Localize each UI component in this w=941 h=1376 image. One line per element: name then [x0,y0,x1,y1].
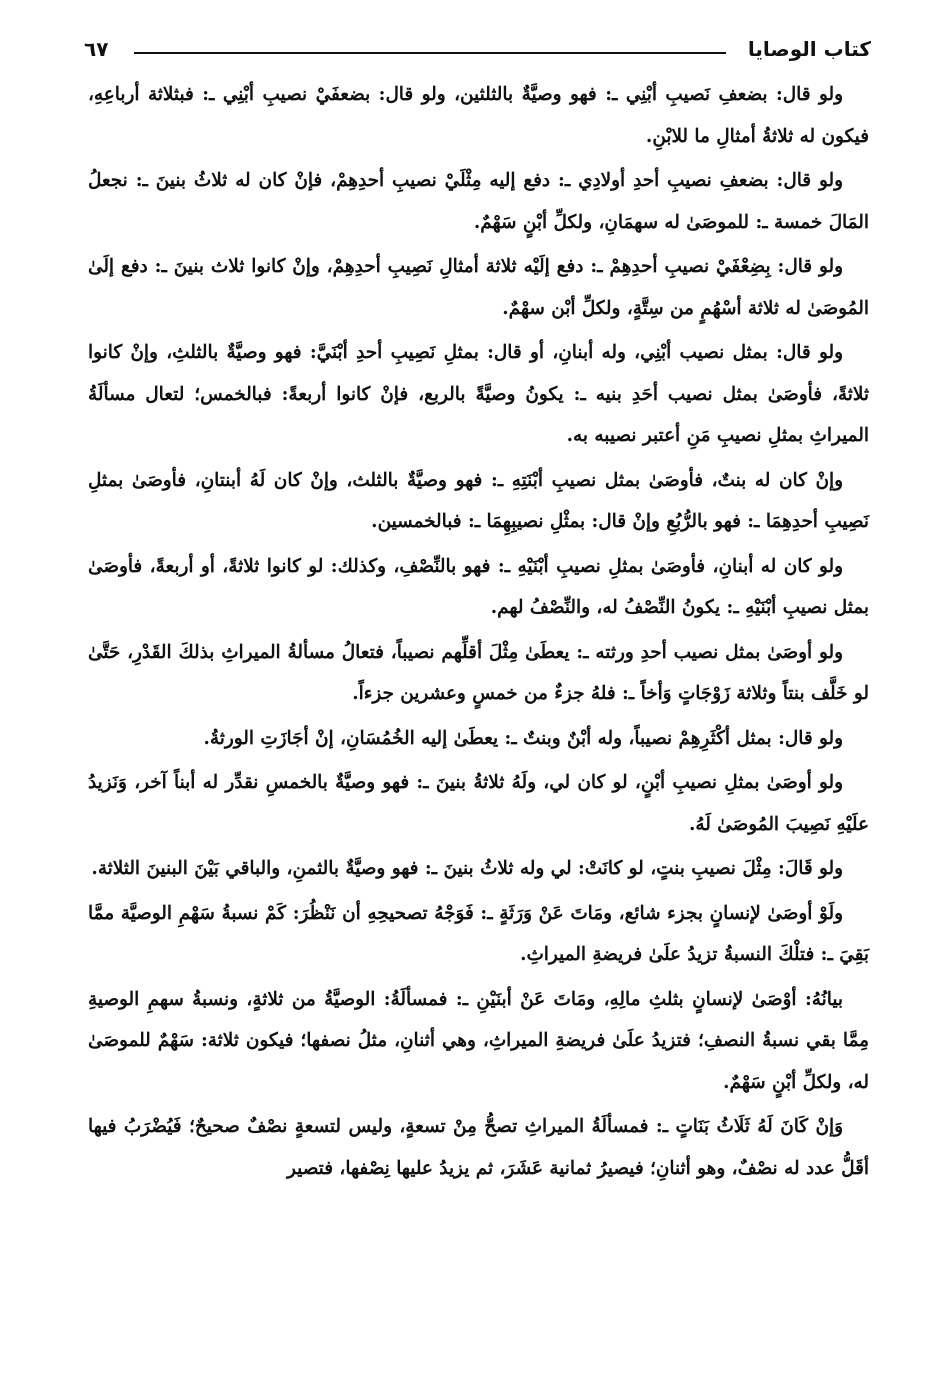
paragraph: بيانُهُ: أوْصَىٰ لإنسانٍ بثلثِ مالِهِ، ومَاتَ عَنْ أبنَيْنِ ـ: فمسألَةُ: الوصيَّةُ من ثلاثةٍ، ونسبةُ سهمِ الوصيةِ مِمَّا بقي نسبةُ النصفِ؛ فتزيدُ علَىٰ فريضةِ الميراثِ، وهي أثنانِ، مثلُ نصفها؛ فيكون ثلاثة: سَهْمٌ للموصَىٰ له، ولكلِّ أبْنٍ سَهْمٌ. [88,988,869,1093]
paragraph: ولَوْ أوصَىٰ لإنسانٍ بجزء شائع، ومَاتَ عَنْ وَرَثَةٍ ـ: فَوَجْهُ تصحيحِهِ أن نَنْظُرَ: كَمْ نسبةُ سَهْمِ الوصيَّة ممَّا بَقِيَ ـ: فتلْكَ النسبةُ تزيدُ علَىٰ فريضةِ الميراثِ. [88,902,869,965]
header-rule [134,52,726,54]
paragraph: وإنْ كان له بنتٌ، فأوصَىٰ بمثل نصيبِ أبْنَتِهِ ـ: فهو وصيَّةٌ بالثلث، وإنْ كان لَهُ أبنتانِ، فأوصَىٰ بمثلِ نَصِيبِ أحدِهِمَا ـ: فهو بالرُّبُعِ وإنْ قال: بمثْلِ نصيبِهِمَا ـ: فبالخمسين. [88,469,869,532]
paragraph: ولو كان له أبنانِ، فأوصَىٰ بمثلِ نصيبِ أبْنَيْهِ ـ: فهو بالنِّصْفِ، وكذلك: لو كانوا ثلاثةً، أو أربعةً، فأوصَىٰ بمثل نصيبِ أبْنَيْهِ ـ: يكونُ النِّصْفُ له، والنِّصْفُ لهم. [88,555,869,618]
paragraph: ولو قال: بضعفِ نَصيبِ أبْنِي ـ: فهو وصيَّةٌ بالثلثين، ولو قال: بضعفَيْ نصيبِ أبْنِي ـ: فبثلاثة أرباعِهِ، فيكون له ثلاثةُ أمثالِ ما للابْنِ. [88,84,869,147]
paragraph: ولو قَالَ: مِثْلَ نصيبِ بنتٍ، لو كانَتْ: لي وله ثلاثُ بنينَ ـ: فهو وصيَّةٌ بالثمنِ، والباقي بَيْنَ البنينَ الثلاثة. [91,858,843,879]
paragraph: ولو أوصَىٰ بمثل نصيب أحدِ ورثته ـ: يعطَىٰ مِثْلَ أقلِّهم نصيباً، فتعالُ مسألةُ الميراثِ بذلكَ القَدْرِ، حَتَّىٰ لو خَلَّف بنتاً وثلاثة زَوْجَاتٍ وَأخاً ـ: فلهُ جزءٌ من خمسٍ وعشرين جزءاً. [88,641,869,704]
page-body [88,74,869,1336]
paragraph: ولو قال: بضعفِ نصيبِ أحدِ أولادِي ـ: دفع إليه مِثْلَيْ نصيبِ أحدِهِمْ، فإنْ كان له ثلاثُ بنينَ ـ: نجعلُ المَالَ خمسة ـ: للموصَىٰ له سهمَانِ، ولكلِّ أبْنٍ سَهْمٌ. [88,170,869,233]
paragraph: ولو قال: بمثل أكْثَرِهِمْ نصيباً، وله أبْنٌ وبنتٌ ـ: يعطَىٰ إليه الخُمُسَانِ، إنْ أجَازَتِ الورثةُ. [203,727,843,749]
paragraph: ولو قال: بمثل نصيب أبْنِي، وله أبنانِ، أو قال: بمثلِ نَصِيبِ أحدِ أبْنَيَّ: فهو وصيَّةٌ بالثلثِ، وإنْ كانوا ثلاثةً، فأوصَىٰ بمثل نصيب أحَدِ بنيه ـ: يكونُ وصيَّةً بالربع، فإنْ كانوا أربعةً: فبالخمس؛ لتعال مسألَةُ الميراثِ بمثلِ نصيبِ مَنِ أعتبر نصيبه به. [88,342,869,446]
book-title: كتاب الوصايا [747,37,871,61]
running-header [84,34,871,70]
paragraph: ولو قال: بِضِعْفَيْ نصيبِ أحدِهِمْ ـ: دفع إلَيْه ثلاثة أمثالِ نَصِيبِ أحدِهِمْ، وإنْ كانوا ثلاث بنينَ ـ: دفع إلَىٰ المُوصَىٰ له ثلاثة أسْهُمٍ من سِتَّةٍ، ولكلِّ أبْن سهْمٌ. [88,256,869,319]
paragraph: ولو أوصَىٰ بمثلِ نصيبِ أبْنٍ، لو كان لي، ولَهُ ثلاثةُ بنينَ ـ: فهو وصيَّةٌ بالخمسِ نقدِّر له أبناً آخر، وَنَزيدُ علَيْهِ نَصِيبَ المُوصَىٰ لَهُ. [88,772,869,835]
paragraph: وَإنْ كَانَ لَهُ ثَلَاثُ بَنَاتٍ ـ: فمسألَةُ الميراثِ تصحُّ مِنْ تسعةٍ، وليس لتسعةٍ نصْفٌ صحيحٌ؛ فَيُضْرَبُ فيها أقَلُّ عدد له نصْفٌ، وهو أثنانِ؛ فيصيرُ ثمانية عَشَرَ، ثم يزيدُ عليها نِصْفها، فتصير [88,1116,869,1179]
page-number: ٦٧ [84,37,109,61]
